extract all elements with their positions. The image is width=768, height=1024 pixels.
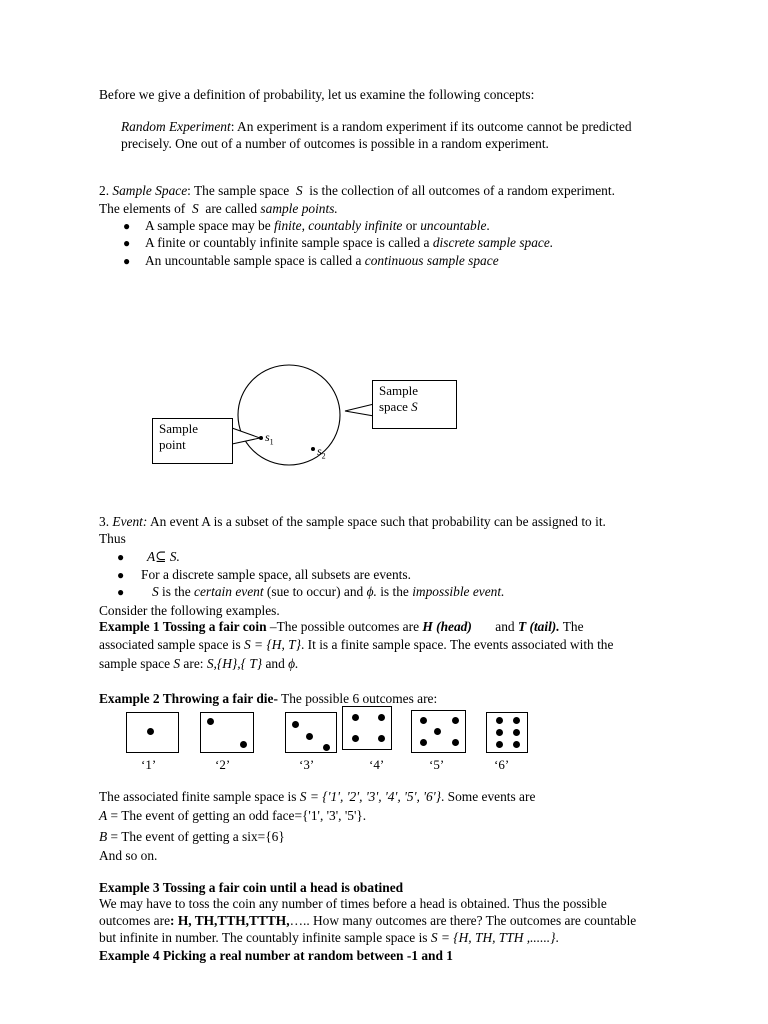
intro-text: Before we give a definition of probability, let us examine the following concepts:: [99, 87, 535, 102]
bullet-icon: ●: [117, 568, 125, 582]
consider-text: Consider the following examples.: [99, 603, 280, 618]
example1-line3: sample space S are: S,{H},{ T} and ϕ.: [99, 656, 299, 671]
example2-line1: The associated finite sample space is S = {'1', '2', '3', '4', '5', '6'}. Some events are: [99, 789, 536, 804]
bullet-icon: ●: [123, 219, 131, 233]
event-bullet-2: For a discrete sample space, all subsets are events.: [141, 567, 411, 582]
die-face-6: [486, 712, 528, 753]
example2-title: Example 2 Throwing a fair die- The possible 6 outcomes are:: [99, 691, 438, 706]
die-label-4: ‘4’: [369, 757, 385, 772]
example3-line2: outcomes are: H, TH,TTH,TTTH,….. How many outcomes are there? The outcomes are countable: [99, 913, 637, 928]
event-line2: Thus: [99, 531, 126, 546]
bullet-icon: ●: [123, 236, 131, 250]
s1-label: $s_1$: [265, 430, 274, 447]
bullet-icon: ●: [117, 585, 125, 599]
sample-space-line1: 2. Sample Space: The sample space S is the collection of all outcomes of a random experiment.: [99, 183, 615, 198]
sample-space-line2: The elements of S are called sample points.: [99, 201, 338, 216]
die-label-3: ‘3’: [299, 757, 315, 772]
bullet-icon: ●: [117, 550, 125, 564]
example3-title: Example 3 Tossing a fair coin until a head is obatined: [99, 880, 404, 895]
example2-line3: B = The event of getting a six={6}: [99, 829, 285, 844]
sample-space-bullet-2: A finite or countably infinite sample space is called a discrete sample space.: [145, 235, 554, 250]
die-face-3: [285, 712, 337, 753]
s2-label: $s_2$: [317, 444, 326, 461]
example2-line4: And so on.: [99, 848, 158, 863]
example4-title: Example 4 Picking a real number at random between -1 and 1: [99, 948, 453, 963]
event-bullet-3: S is the certain event (sue to occur) and ϕ. is the impossible event.: [152, 584, 505, 599]
sample-space-callout-pointer: [345, 404, 374, 416]
random-experiment-line2: precisely. One out of a number of outcomes is possible in a random experiment.: [121, 136, 549, 151]
sample-point-s2-dot: [311, 447, 315, 451]
die-face-5: [411, 710, 466, 753]
example1-line1: Example 1 Tossing a fair coin –The possible outcomes are H (head) and T (tail). The: [99, 619, 584, 634]
die-label-2: ‘2’: [215, 757, 231, 772]
die-label-6: ‘6’: [494, 757, 510, 772]
example3-line3: but infinite in number. The countably infinite sample space is S = {H, TH, TTH ,......}.: [99, 930, 559, 945]
sample-point-s1-dot: [259, 436, 263, 440]
event-line1: 3. Event: An event A is a subset of the sample space such that probability can be assigned to it.: [99, 514, 606, 529]
sample-space-bullet-1: A sample space may be finite, countably infinite or uncountable.: [145, 218, 490, 233]
die-label-1: ‘1’: [141, 757, 157, 772]
die-face-1: [126, 712, 179, 753]
bullet-icon: ●: [123, 254, 131, 268]
die-label-5: ‘5’: [429, 757, 445, 772]
example1-line2: associated sample space is S = {H, T}. It is a finite sample space. The events associated with the: [99, 637, 614, 652]
sample-space-callout: Sample space S: [372, 380, 457, 429]
event-bullet-1: A⊆ S.: [147, 549, 180, 564]
example3-line1: We may have to toss the coin any number of times before a head is obtained. Thus the possible: [99, 896, 607, 911]
sample-point-callout: Sample point: [152, 418, 233, 464]
example2-line2: A = The event of getting an odd face={'1', '3', '5'}.: [99, 808, 367, 823]
die-face-4: [342, 706, 392, 750]
die-face-2: [200, 712, 254, 753]
sample-space-bullet-3: An uncountable sample space is called a continuous sample space: [145, 253, 499, 268]
random-experiment-line1: Random Experiment: An experiment is a random experiment if its outcome cannot be predicted: [121, 119, 632, 134]
